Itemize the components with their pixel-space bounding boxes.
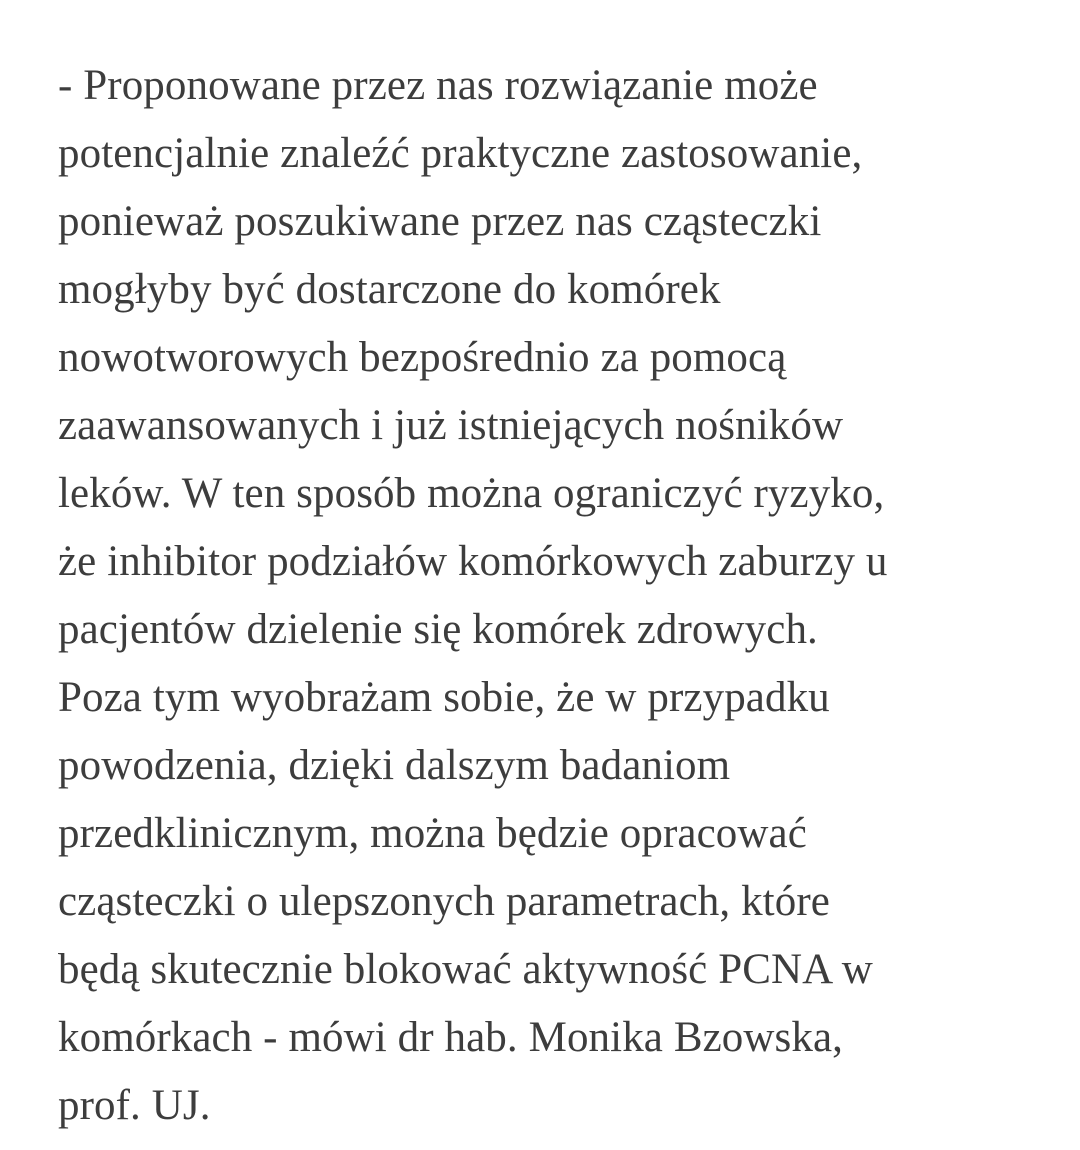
paragraph-line: komórkach - mówi dr hab. Monika Bzowska, (58, 1014, 844, 1061)
paragraph-line: nowotworowych bezpośrednio za pomocą (58, 334, 787, 381)
paragraph-line: - Proponowane przez nas rozwiązanie może (58, 62, 818, 109)
paragraph-line: prof. UJ. (58, 1082, 211, 1129)
article-paragraph (58, 52, 1048, 1140)
paragraph-line: przedklinicznym, można będzie opracować (58, 810, 807, 857)
paragraph-line: ponieważ poszukiwane przez nas cząsteczki (58, 198, 822, 245)
paragraph-line: powodzenia, dzięki dalszym badaniom (58, 742, 731, 789)
paragraph-line: będą skutecznie blokować aktywność PCNA w (58, 946, 873, 993)
paragraph-line: Poza tym wyobrażam sobie, że w przypadku (58, 674, 830, 721)
paragraph-line: potencjalnie znaleźć praktyczne zastosowanie, (58, 130, 863, 177)
paragraph-line: leków. W ten sposób można ograniczyć ryzyko, (58, 470, 885, 517)
paragraph-line: mogłyby być dostarczone do komórek (58, 266, 721, 313)
paragraph-line: pacjentów dzielenie się komórek zdrowych. (58, 606, 818, 653)
paragraph-line: cząsteczki o ulepszonych parametrach, które (58, 878, 830, 925)
paragraph-line: zaawansowanych i już istniejących nośników (58, 402, 844, 449)
paragraph-line: że inhibitor podziałów komórkowych zaburzy u (58, 538, 888, 585)
